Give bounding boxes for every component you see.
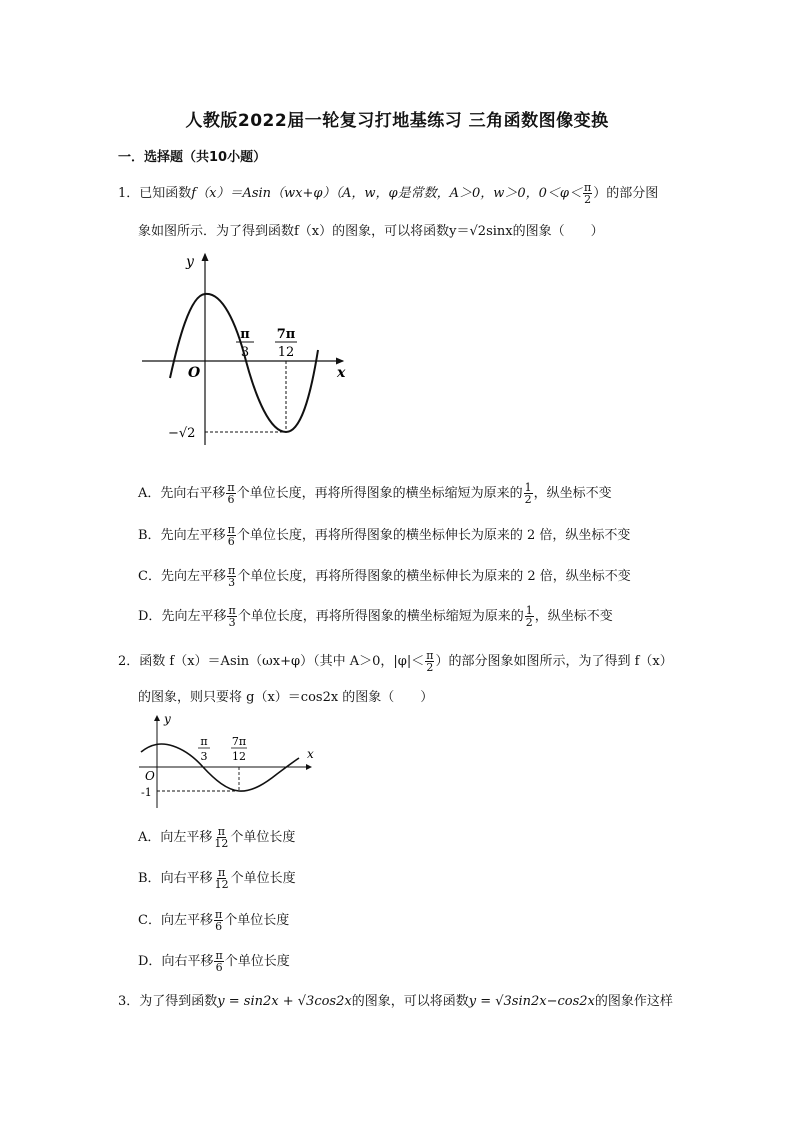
- option-fraction: $\frac{\pi}{6}$: [227, 523, 235, 548]
- option-text: 向左平移: [160, 830, 213, 845]
- q3-line1: [118, 990, 673, 1009]
- option-text: 向右平移: [161, 954, 214, 969]
- option-fraction-2: $\frac{1}{2}$: [525, 604, 533, 629]
- option-fraction: $\frac{\pi}{12}$: [214, 866, 229, 891]
- q1-sqrt2: √2: [469, 224, 487, 239]
- option-text: 先向左平移: [161, 609, 227, 624]
- q1-tick1-den: 3: [240, 345, 250, 360]
- option-text: 个单位长度: [224, 954, 290, 969]
- q1-text-a: 已知函数: [139, 186, 192, 201]
- option-text: 先向左平移: [160, 569, 226, 584]
- q1-text-b: f（x）＝Asin（wx+φ）（A，w，φ是常数，A＞0，w＞0，0＜φ＜: [191, 186, 583, 201]
- page-title: 人教版2022届一轮复习打地基练习 三角函数图像变换: [185, 111, 609, 131]
- option-text: ，纵坐标不变: [533, 486, 612, 501]
- option-letter: C．: [138, 569, 161, 584]
- q1-line2-b: sinx的图象（ ）: [486, 224, 604, 239]
- q2-ymin-label: -1: [141, 786, 152, 799]
- q1-tick2-num: 7π: [276, 327, 296, 342]
- q3-expr1: y = sin2x + √3cos2x: [217, 994, 352, 1009]
- option-text: 个单位长度，再将所得图象的横坐标伸长为原来的 2 倍，纵坐标不变: [237, 569, 631, 584]
- option-text: 先向左平移: [160, 528, 226, 543]
- q2-text-b: ）的部分图象如图所示，为了得到 f（x）: [435, 654, 673, 669]
- q2-number: 2．: [118, 654, 140, 669]
- q3-text-b: 的图象，可以将函数: [351, 994, 469, 1009]
- q1-x-label: x: [337, 365, 346, 381]
- q2-curve: [141, 744, 299, 791]
- q1-number: 1．: [118, 186, 140, 201]
- option-text: ，纵坐标不变: [534, 609, 613, 624]
- q1-curve: [170, 294, 318, 432]
- option-text: 个单位长度，再将所得图象的横坐标缩短为原来的: [236, 486, 523, 501]
- q2-y-label: y: [164, 712, 171, 726]
- q1-line1: [118, 182, 658, 205]
- option-fraction: $\frac{\pi}{6}$: [214, 908, 223, 933]
- q2-frac-pi-2: $\frac{\pi}{2}$: [426, 649, 434, 674]
- q1-text-c: ）的部分图: [593, 186, 659, 201]
- q1-y-label: y: [186, 254, 194, 270]
- option-fraction: $\frac{\pi}{6}$: [227, 481, 235, 506]
- q3-text-c: 的图象作这样: [594, 994, 673, 1009]
- option-letter: B．: [138, 871, 161, 886]
- q1-option-c[interactable]: [138, 565, 631, 588]
- option-letter: A．: [138, 486, 161, 501]
- option-fraction-2: $\frac{1}{2}$: [524, 481, 532, 506]
- section-heading: 一．选择题（共10小题）: [118, 150, 267, 165]
- q1-option-d[interactable]: [138, 605, 613, 628]
- q2-option-c[interactable]: [138, 909, 289, 932]
- q2-graph: [135, 710, 325, 810]
- q1-origin-label: O: [188, 365, 201, 381]
- option-fraction: $\frac{\pi}{3}$: [228, 604, 236, 629]
- q2-option-d[interactable]: [138, 950, 290, 973]
- option-fraction: $\frac{\pi}{12}$: [214, 825, 229, 850]
- option-letter: B．: [138, 528, 161, 543]
- q3-text-a: 为了得到函数: [139, 994, 218, 1009]
- option-text: 个单位长度，再将所得图象的横坐标缩短为原来的: [237, 609, 524, 624]
- option-text: 向左平移: [160, 913, 213, 928]
- q3-number: 3．: [118, 994, 140, 1009]
- q1-tick1-num: π: [240, 327, 250, 342]
- q2-line2: 的图象，则只要将 g（x）＝cos2x 的图象（ ）: [138, 690, 434, 705]
- q1-tick2-den: 12: [277, 345, 295, 360]
- q1-ymin-label: −√2: [168, 426, 196, 441]
- q2-option-a[interactable]: [138, 826, 295, 849]
- q1-option-b[interactable]: [138, 524, 630, 547]
- q3-expr2: y = √3sin2x−cos2x: [468, 994, 595, 1009]
- q2-text-a: 函数 f（x）＝Asin（ωx+φ）（其中 A＞0，|φ|＜: [139, 654, 425, 669]
- option-text: 先向右平移: [160, 486, 226, 501]
- option-text: 个单位长度: [230, 871, 296, 886]
- option-letter: A．: [138, 830, 161, 845]
- option-text: 个单位长度: [230, 830, 296, 845]
- option-letter: D．: [138, 954, 162, 969]
- q2-option-b[interactable]: [138, 867, 296, 890]
- q2-origin-label: O: [145, 769, 155, 783]
- q2-tick1-num: π: [200, 735, 208, 748]
- option-letter: D．: [138, 609, 162, 624]
- option-fraction: $\frac{\pi}{6}$: [215, 949, 223, 974]
- q1-option-a[interactable]: [138, 482, 612, 505]
- q1-line2: [138, 220, 604, 239]
- q2-x-label: x: [307, 747, 314, 761]
- q2-tick1-den: 3: [200, 750, 208, 763]
- option-text: 向右平移: [160, 871, 213, 886]
- q1-frac-pi-2: $\frac{\pi}{2}$: [584, 181, 592, 206]
- q1-graph: [138, 250, 358, 450]
- option-text: 个单位长度: [224, 913, 290, 928]
- option-fraction: $\frac{\pi}{3}$: [227, 564, 236, 589]
- q2-tick2-num: 7π: [231, 735, 247, 748]
- q2-tick2-den: 12: [232, 750, 246, 763]
- option-text: 个单位长度，再将所得图象的横坐标伸长为原来的 2 倍，纵坐标不变: [236, 528, 631, 543]
- option-letter: C．: [138, 913, 161, 928]
- q1-line2-a: 象如图所示．为了得到函数f（x）的图象，可以将函数y＝: [138, 224, 470, 239]
- q2-line1: [118, 650, 673, 673]
